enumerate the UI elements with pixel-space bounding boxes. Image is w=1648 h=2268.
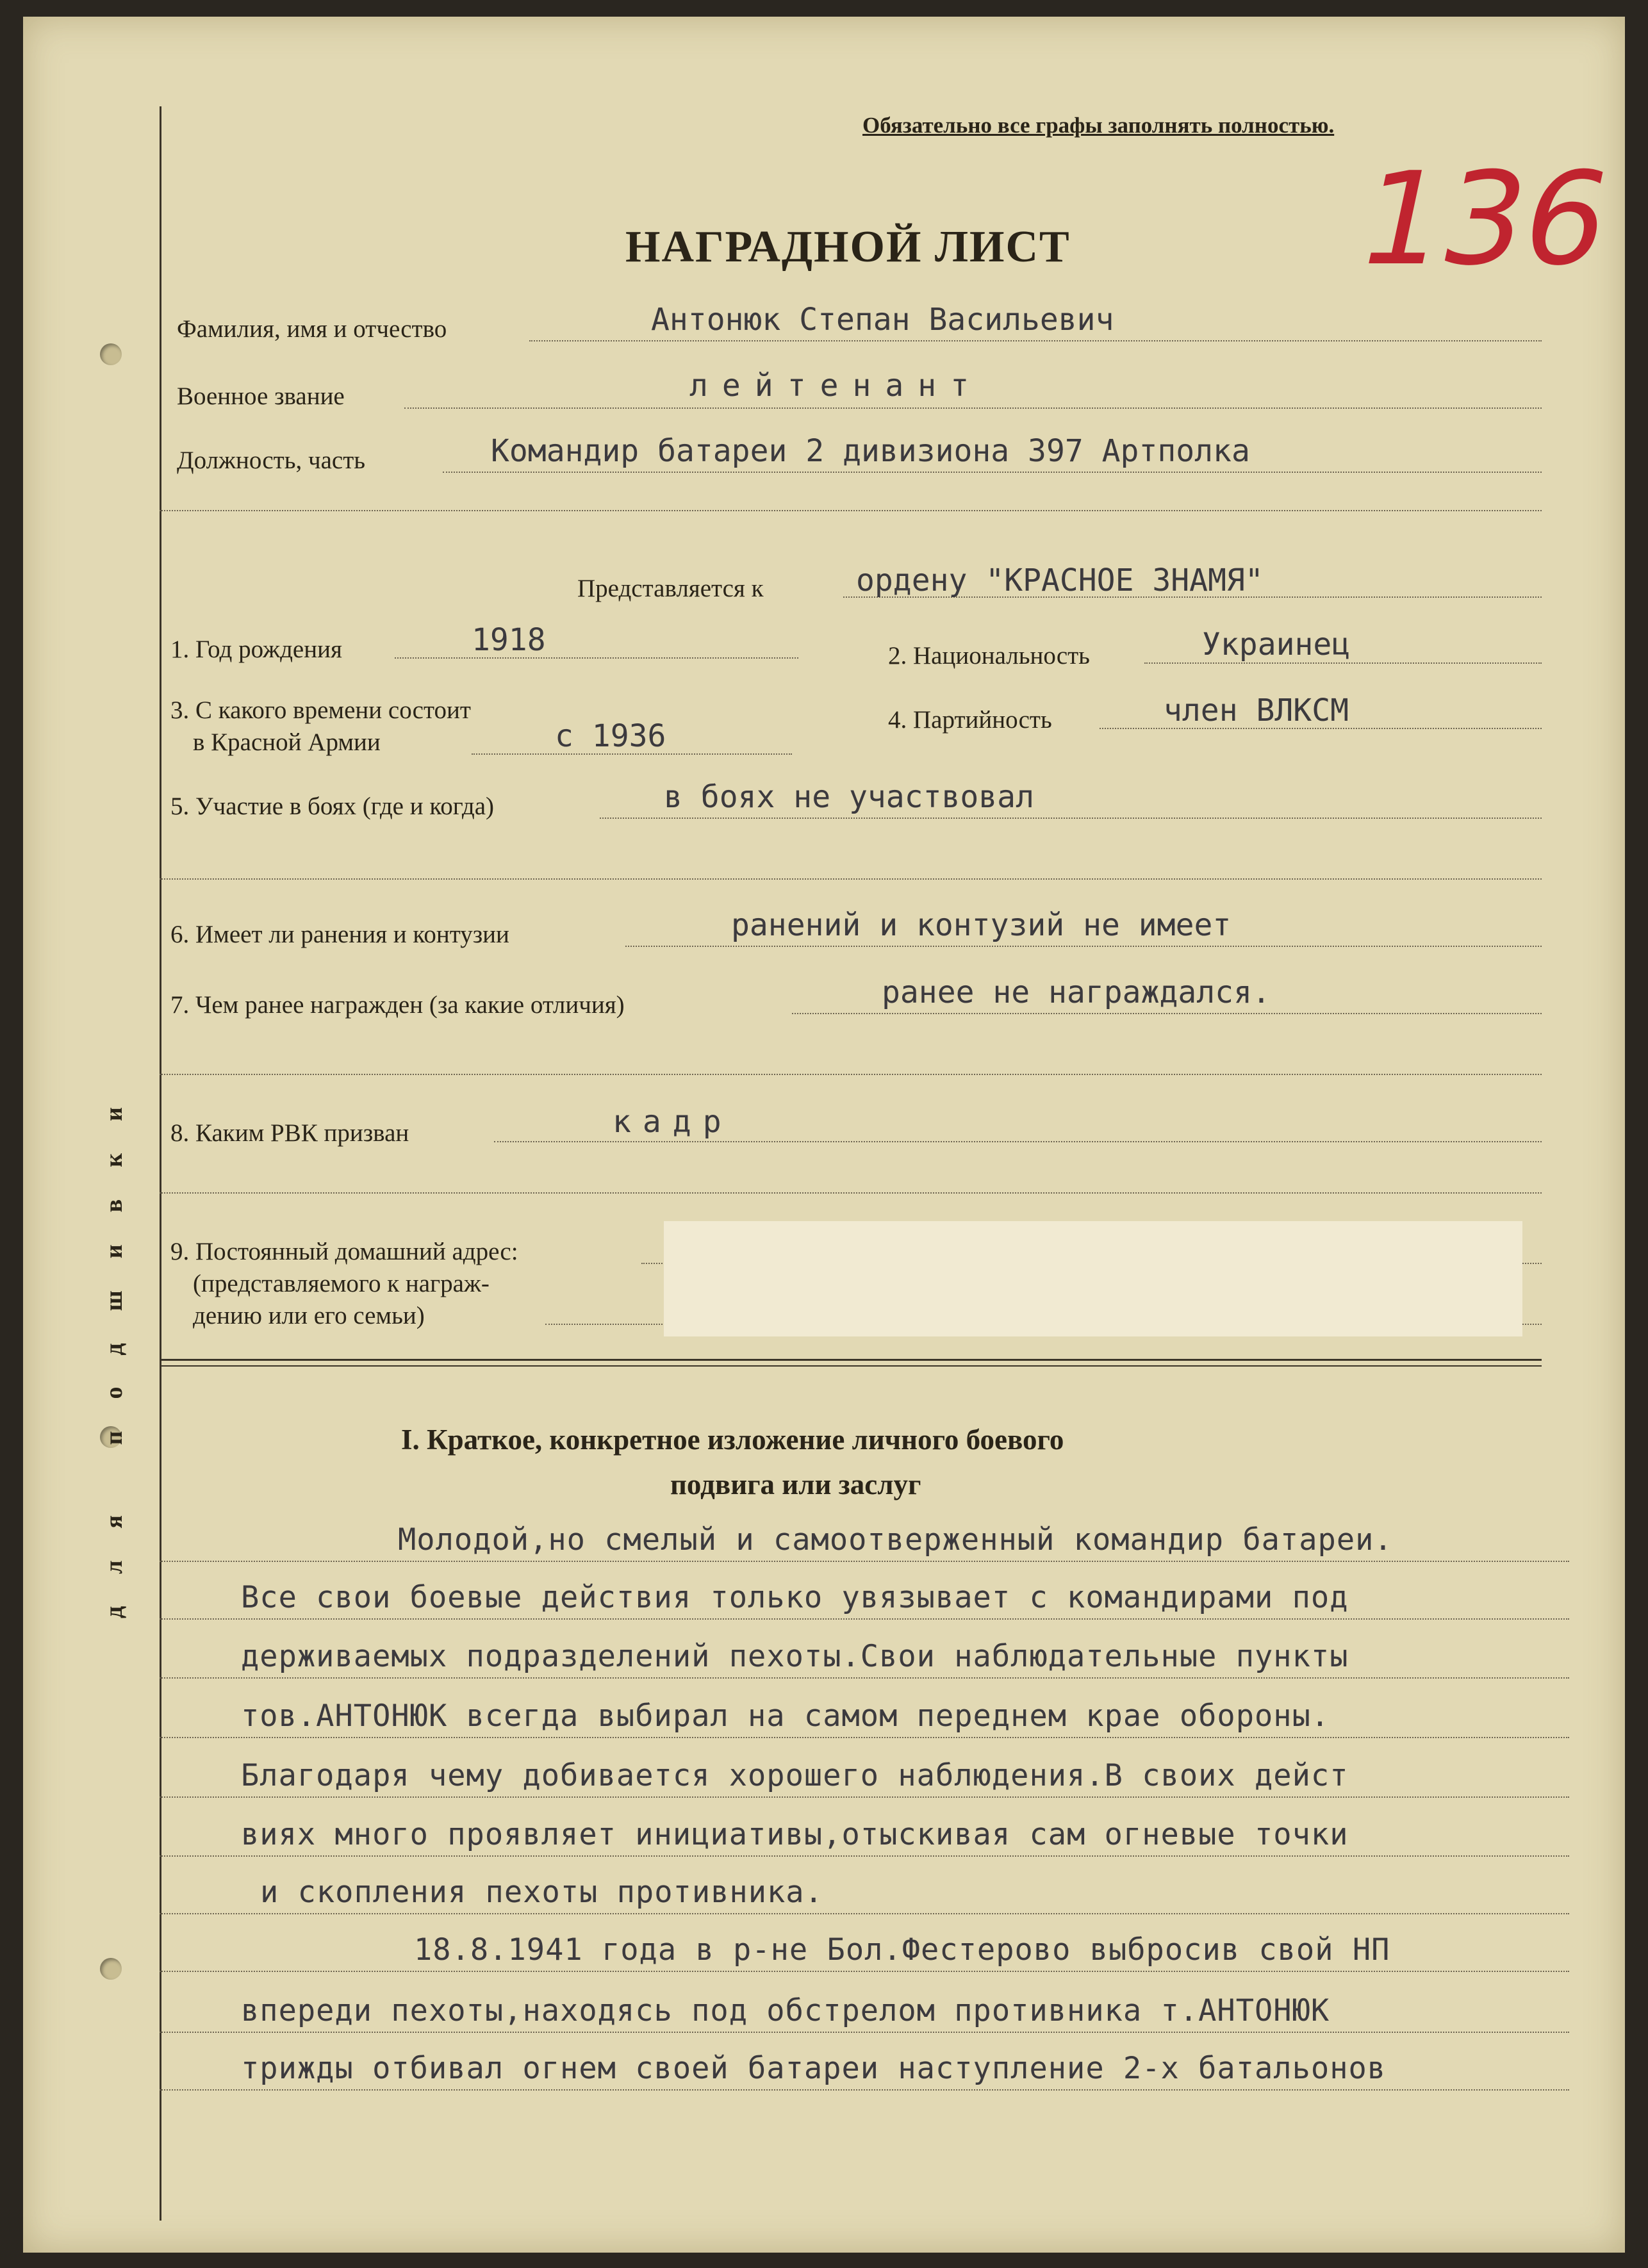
awards-value: ранее не награждался. <box>882 974 1271 1010</box>
position-label: Должность, часть <box>177 447 366 474</box>
section-heading-line1: I. Краткое, конкретное изложение личного боевого <box>401 1424 1064 1456</box>
awards-line-2 <box>160 1074 1542 1075</box>
party-label: 4. Партийность <box>888 706 1052 734</box>
binding-hole <box>100 1958 122 1980</box>
section-heading-line2: подвига или заслуг <box>670 1468 921 1500</box>
narrative-rule <box>160 2032 1569 2033</box>
wounds-value: ранений и контузий не имеет <box>731 907 1232 943</box>
narrative-rule <box>160 1796 1569 1798</box>
narrative-line: Благодаря чему добивается хорошего наблюдения.В своих дейст <box>241 1758 1349 1793</box>
heavy-divider-2 <box>160 1365 1542 1367</box>
sheet-number-handwritten: 136 <box>1346 145 1623 294</box>
battles-line <box>600 818 1542 819</box>
narrative-line: Молодой,но смелый и самоотверженный командир батареи. <box>398 1522 1393 1557</box>
wounds-line <box>625 946 1542 947</box>
wounds-label: 6. Имеет ли ранения и контузии <box>170 921 509 948</box>
binding-side-label: для подшивки <box>101 1075 128 1618</box>
party-value: член ВЛКСМ <box>1164 693 1349 728</box>
narrative-rule <box>160 1737 1569 1738</box>
narrative-line: впереди пехоты,находясь под обстрелом противника т.АНТОНЮК <box>241 1993 1330 2028</box>
narrative-rule <box>160 1913 1569 1914</box>
binding-hole <box>100 343 122 365</box>
nomination-value: ордену "КРАСНОЕ ЗНАМЯ" <box>856 563 1264 598</box>
rvk-line-2 <box>160 1192 1542 1194</box>
birth-value: 1918 <box>472 622 546 658</box>
fio-line <box>529 340 1542 341</box>
narrative-rule <box>160 1677 1569 1679</box>
header-note: Обязательно все графы заполнять полностью. <box>862 113 1335 138</box>
narrative-line: и скопления пехоты противника. <box>260 1875 823 1910</box>
rank-label: Военное звание <box>177 382 345 410</box>
nomination-label: Представляется к <box>577 575 764 602</box>
army-value: с 1936 <box>555 718 666 754</box>
nationality-label: 2. Национальность <box>888 642 1090 670</box>
address-redaction <box>664 1221 1522 1336</box>
battles-line-2 <box>160 878 1542 880</box>
rvk-label: 8. Каким РВК призван <box>170 1119 409 1147</box>
narrative-rule <box>160 1971 1569 1972</box>
awards-line <box>792 1013 1542 1014</box>
narrative-line: виях много проявляет инициативы,отыскивая сам огневые точки <box>241 1817 1349 1852</box>
section-divider <box>160 510 1542 511</box>
narrative-rule <box>160 1561 1569 1562</box>
narrative-rule <box>160 2089 1569 2091</box>
rank-line <box>404 407 1542 409</box>
battles-value: в боях не участвовал <box>664 779 1034 815</box>
nationality-value: Украинец <box>1202 627 1351 662</box>
address-label-line3: дению или его семьи) <box>193 1302 425 1329</box>
birth-line <box>395 657 798 659</box>
heavy-divider <box>160 1359 1542 1361</box>
page-title: НАГРАДНОЙ ЛИСТ <box>625 222 1071 272</box>
margin-rule <box>160 106 161 2221</box>
rvk-value: кадр <box>613 1104 733 1140</box>
narrative-line: держиваемых подразделений пехоты.Свои наблюдательные пункты <box>241 1639 1349 1674</box>
rank-value: лейтенант <box>689 368 984 404</box>
position-value: Командир батареи 2 дивизиона 397 Артполка <box>491 433 1250 469</box>
narrative-rule <box>160 1855 1569 1857</box>
awards-label: 7. Чем ранее награжден (за какие отличия) <box>170 991 625 1019</box>
award-sheet-page <box>23 17 1625 2253</box>
address-label-line1: 9. Постоянный домашний адрес: <box>170 1238 518 1265</box>
rvk-line <box>494 1141 1542 1142</box>
army-label-line1: 3. С какого времени состоит <box>170 696 471 724</box>
position-line <box>443 472 1542 473</box>
narrative-rule <box>160 1618 1569 1620</box>
narrative-line: Все свои боевые действия только увязывает с командирами под <box>241 1580 1349 1615</box>
fio-value: Антонюк Степан Васильевич <box>651 302 1114 338</box>
army-label-line2: в Красной Армии <box>193 728 381 756</box>
narrative-line: трижды отбивал огнем своей батареи наступление 2-х батальонов <box>241 2051 1387 2086</box>
narrative-line: тов.АНТОНЮК всегда выбирал на самом переднем крае обороны. <box>241 1698 1330 1734</box>
fio-label: Фамилия, имя и отчество <box>177 315 447 343</box>
battles-label: 5. Участие в боях (где и когда) <box>170 793 495 820</box>
nationality-line <box>1144 662 1542 664</box>
birth-label: 1. Год рождения <box>170 636 342 663</box>
address-label-line2: (представляемого к награж- <box>193 1270 490 1297</box>
narrative-line: 18.8.1941 года в р-не Бол.Фестерово выбросив свой НП <box>414 1932 1390 1968</box>
